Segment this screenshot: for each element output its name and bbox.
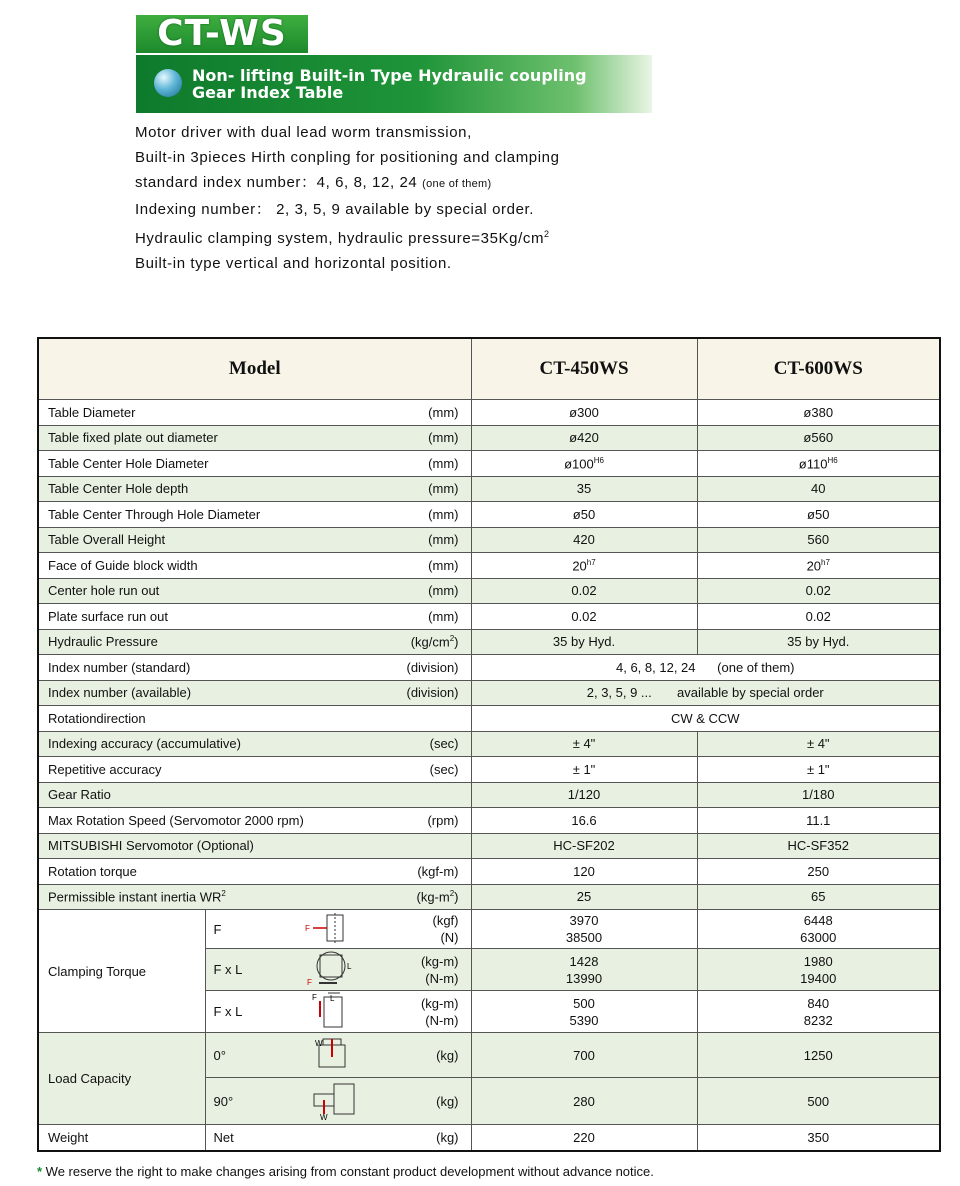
table-header-row: [38, 338, 940, 400]
load-diagram-icon: [311, 1037, 351, 1074]
row-label: Permissible instant inertia $WR^2$: [48, 889, 226, 905]
weight-sub-label: Net: [213, 1129, 234, 1145]
value-ct600ws: ø560: [697, 425, 940, 451]
value-ct450ws: ± 1": [471, 757, 697, 783]
table-row: [38, 859, 940, 885]
clamping-diagram-icon: [305, 913, 349, 946]
model-ct600ws-header: CT-600WS: [697, 338, 940, 400]
value-ct450ws: 700: [471, 1033, 697, 1078]
value-ct450ws: ø300: [471, 400, 697, 426]
row-unit: (rpm): [427, 812, 459, 828]
value-ct450ws: 420: [471, 527, 697, 553]
value-ct600ws: 40: [697, 476, 940, 502]
value-ct450ws: 1/120: [471, 782, 697, 808]
desc-note: (one of them): [422, 178, 492, 190]
row-label: Table Center Hole Diameter: [48, 455, 209, 471]
row-unit: (mm): [428, 506, 459, 522]
svg-text:L: L: [346, 962, 352, 971]
table-row: [38, 833, 940, 859]
table-row: [38, 655, 940, 681]
clamping-diagram-icon: [307, 949, 357, 990]
load-unit: (kg): [436, 1047, 459, 1063]
clamping-sub-label: F x L: [213, 1004, 243, 1019]
load-sub-label: 90°: [213, 1093, 234, 1109]
value-ct450ws: ø420: [471, 425, 697, 451]
value-ct600ws: 65: [697, 884, 940, 910]
row-label-cell: [38, 502, 471, 528]
value-ct450ws: 25: [471, 884, 697, 910]
weight-sub-cell: [205, 1125, 471, 1151]
clamping-sub-cell: [205, 949, 471, 991]
row-label: Table Diameter: [48, 404, 136, 420]
value-ct600ws: 11.1: [697, 808, 940, 834]
table-row: [38, 731, 940, 757]
row-unit: (division): [406, 659, 459, 675]
banner-title-line1: Non- lifting Built-in Type Hydraulic coupling: [192, 66, 587, 85]
table-row: [38, 629, 940, 655]
row-unit: (sec): [429, 736, 459, 752]
row-label-cell: [38, 833, 471, 859]
value-ct600ws: 0.02: [697, 604, 940, 630]
model-logo: [136, 15, 308, 53]
table-row: [38, 578, 940, 604]
table-row: [38, 425, 940, 451]
row-unit: (mm): [428, 583, 459, 599]
value-ct600ws: 840 8232: [697, 991, 940, 1033]
value-ct600ws: 6448 63000: [697, 910, 940, 949]
footnote-text: We reserve the right to make changes arising from constant product development without advance notice.: [42, 1164, 654, 1179]
row-label-cell: [38, 451, 471, 477]
row-unit: (mm): [428, 404, 459, 420]
desc-line: Hydraulic clamping system, hydraulic $pressure=35Kg/cm^2$: [135, 229, 550, 247]
row-label: Table Center Hole depth: [48, 481, 189, 497]
table-row: [38, 400, 940, 426]
value-ct600ws: 350: [697, 1125, 940, 1151]
value-ct450ws: 1428 13990: [471, 949, 697, 991]
load-unit: (kg): [436, 1093, 459, 1109]
row-label: Table fixed plate out diameter: [48, 430, 218, 446]
row-unit: (sec): [429, 761, 459, 777]
value-ct600ws: HC-SF352: [697, 833, 940, 859]
clamping-sub-label: F x L: [213, 962, 243, 977]
row-label: Max Rotation Speed (Servomotor 2000 rpm): [48, 812, 304, 828]
row-label: MITSUBISHI Servomotor (Optional): [48, 838, 254, 854]
load-capacity-label: Load Capacity: [38, 1033, 205, 1125]
clamping-row: [38, 910, 940, 949]
value-ct450ws: ø50: [471, 502, 697, 528]
value-ct450ws: 220: [471, 1125, 697, 1151]
row-label-cell: [38, 655, 471, 681]
globe-icon: [154, 69, 182, 97]
row-label: Repetitive accuracy: [48, 761, 162, 777]
value-ct600ws: 250: [697, 859, 940, 885]
value-ct450ws: 35 by Hyd.: [471, 629, 697, 655]
model-ct450ws-header: CT-450WS: [471, 338, 697, 400]
svg-text:F: F: [311, 993, 317, 1002]
value-ct450ws: 280: [471, 1078, 697, 1125]
logo-text: CT-WS: [157, 13, 287, 54]
row-label: Gear Ratio: [48, 787, 111, 803]
svg-text:F: F: [304, 923, 310, 933]
svg-text:W: W: [315, 1038, 323, 1048]
banner-title-line2: Gear Index Table: [192, 83, 344, 102]
desc-line: Built-in type vertical and horizontal position.: [135, 255, 452, 272]
model-header: Model: [38, 338, 471, 400]
row-label-cell: [38, 527, 471, 553]
value-ct600ws: 500: [697, 1078, 940, 1125]
row-label: Indexing accuracy (accumulative): [48, 736, 241, 752]
row-label-cell: [38, 578, 471, 604]
row-label: Table Center Through Hole Diameter: [48, 506, 261, 522]
product-description: [135, 120, 560, 276]
desc-line: standard index number：4, 6, 8, 12, 24 (one of them): [135, 174, 492, 191]
weight-label: Weight: [38, 1125, 205, 1151]
row-label: Center hole run out: [48, 583, 160, 599]
row-label: Rotation torque: [48, 863, 137, 879]
row-label: Table Overall Height: [48, 532, 166, 548]
row-label-cell: [38, 425, 471, 451]
table-row: [38, 680, 940, 706]
clamping-units: (kgf) (N): [432, 913, 459, 945]
load-sub-cell: [205, 1033, 471, 1078]
row-label: Plate surface run out: [48, 608, 168, 624]
load-row: [38, 1033, 940, 1078]
row-unit: (mm): [428, 608, 459, 624]
value-ct450ws: ± 4": [471, 731, 697, 757]
table-row: [38, 502, 940, 528]
table-row: [38, 553, 940, 579]
clamping-torque-label: Clamping Torque: [38, 910, 205, 1033]
table-row: [38, 808, 940, 834]
table-row: [38, 527, 940, 553]
weight-row: [38, 1125, 940, 1151]
row-unit: (mm): [428, 455, 459, 471]
value-ct450ws: 3970 38500: [471, 910, 697, 949]
value-ct450ws: 0.02: [471, 604, 697, 630]
value-ct450ws: 16.6: [471, 808, 697, 834]
row-unit: (mm): [428, 430, 459, 446]
value-ct600ws: ± 1": [697, 757, 940, 783]
row-label: Rotationdirection: [48, 710, 146, 726]
clamping-sub-cell: [205, 991, 471, 1033]
row-value-span: 2, 3, 5, 9 ... available by special order: [471, 680, 940, 706]
row-label: Hydraulic Pressure: [48, 634, 158, 650]
table-row: [38, 706, 940, 732]
row-label: Index number (standard): [48, 659, 191, 675]
value-ct600ws: $20^{h7}$: [697, 553, 940, 579]
spec-table: [37, 337, 941, 1152]
load-sub-label: 0°: [213, 1047, 226, 1063]
value-ct600ws: 0.02: [697, 578, 940, 604]
value-ct600ws: 1250: [697, 1033, 940, 1078]
clamping-sub-cell: [205, 910, 471, 949]
row-label-cell: [38, 400, 471, 426]
value-ct450ws: $20^{h7}$: [471, 553, 697, 579]
table-row: [38, 476, 940, 502]
row-unit: $(kg-m^2)$: [416, 889, 459, 905]
row-label-cell: [38, 604, 471, 630]
clamping-sub-label: F: [213, 921, 222, 937]
row-unit: (division): [406, 685, 459, 701]
row-label-cell: [38, 884, 471, 910]
row-unit: (mm): [428, 532, 459, 548]
value-ct450ws: 500 5390: [471, 991, 697, 1033]
desc-line: Motor driver with dual lead worm transmission,: [135, 124, 472, 141]
table-row: [38, 757, 940, 783]
row-label-cell: [38, 706, 471, 732]
value-ct600ws: 35 by Hyd.: [697, 629, 940, 655]
desc-line: Built-in 3pieces Hirth conpling for positioning and clamping: [135, 149, 560, 166]
value-ct600ws: ± 4": [697, 731, 940, 757]
load-sub-cell: [205, 1078, 471, 1125]
load-diagram-icon: [310, 1080, 360, 1123]
table-row: [38, 451, 940, 477]
row-label-cell: [38, 859, 471, 885]
row-unit: $(kg/cm^2)$: [410, 634, 459, 650]
clamping-diagram-icon: [310, 991, 354, 1032]
svg-text:F: F: [306, 978, 312, 987]
row-label: Face of Guide block width: [48, 557, 198, 573]
footnote-star: *: [37, 1164, 43, 1179]
footnote: [37, 1164, 654, 1179]
row-unit: (mm): [428, 481, 459, 497]
clamping-units: (kg-m) (N-m): [420, 995, 459, 1028]
clamping-units: (kg-m) (N-m): [420, 953, 459, 986]
row-label: Index number (available): [48, 685, 192, 701]
value-ct600ws: ø50: [697, 502, 940, 528]
row-unit: (kgf-m): [417, 863, 459, 879]
row-value-span: 4, 6, 8, 12, 24 (one of them): [471, 655, 940, 681]
row-value-span: CW & CCW: [471, 706, 940, 732]
value-ct450ws: $ø100^{H6}$: [471, 451, 697, 477]
row-label-cell: [38, 782, 471, 808]
svg-text:L: L: [329, 994, 335, 1003]
value-ct600ws: ø380: [697, 400, 940, 426]
table-row: [38, 782, 940, 808]
row-label-cell: [38, 553, 471, 579]
value-ct450ws: 0.02: [471, 578, 697, 604]
row-unit: (mm): [428, 557, 459, 573]
svg-text:W: W: [319, 1112, 328, 1120]
value-ct450ws: 120: [471, 859, 697, 885]
row-label-cell: [38, 757, 471, 783]
row-label-cell: [38, 808, 471, 834]
table-row: [38, 884, 940, 910]
value-ct450ws: 35: [471, 476, 697, 502]
row-label-cell: [38, 476, 471, 502]
title-banner: [136, 55, 652, 113]
value-ct600ws: $ø110^{H6}$: [697, 451, 940, 477]
row-label-cell: [38, 731, 471, 757]
desc-line: Indexing number： 2, 3, 5, 9 available by special order.: [135, 201, 535, 218]
value-ct600ws: 1980 19400: [697, 949, 940, 991]
row-label-cell: [38, 629, 471, 655]
value-ct600ws: 1/180: [697, 782, 940, 808]
value-ct450ws: HC-SF202: [471, 833, 697, 859]
value-ct600ws: 560: [697, 527, 940, 553]
table-row: [38, 604, 940, 630]
weight-unit: (kg): [436, 1129, 459, 1145]
row-label-cell: [38, 680, 471, 706]
